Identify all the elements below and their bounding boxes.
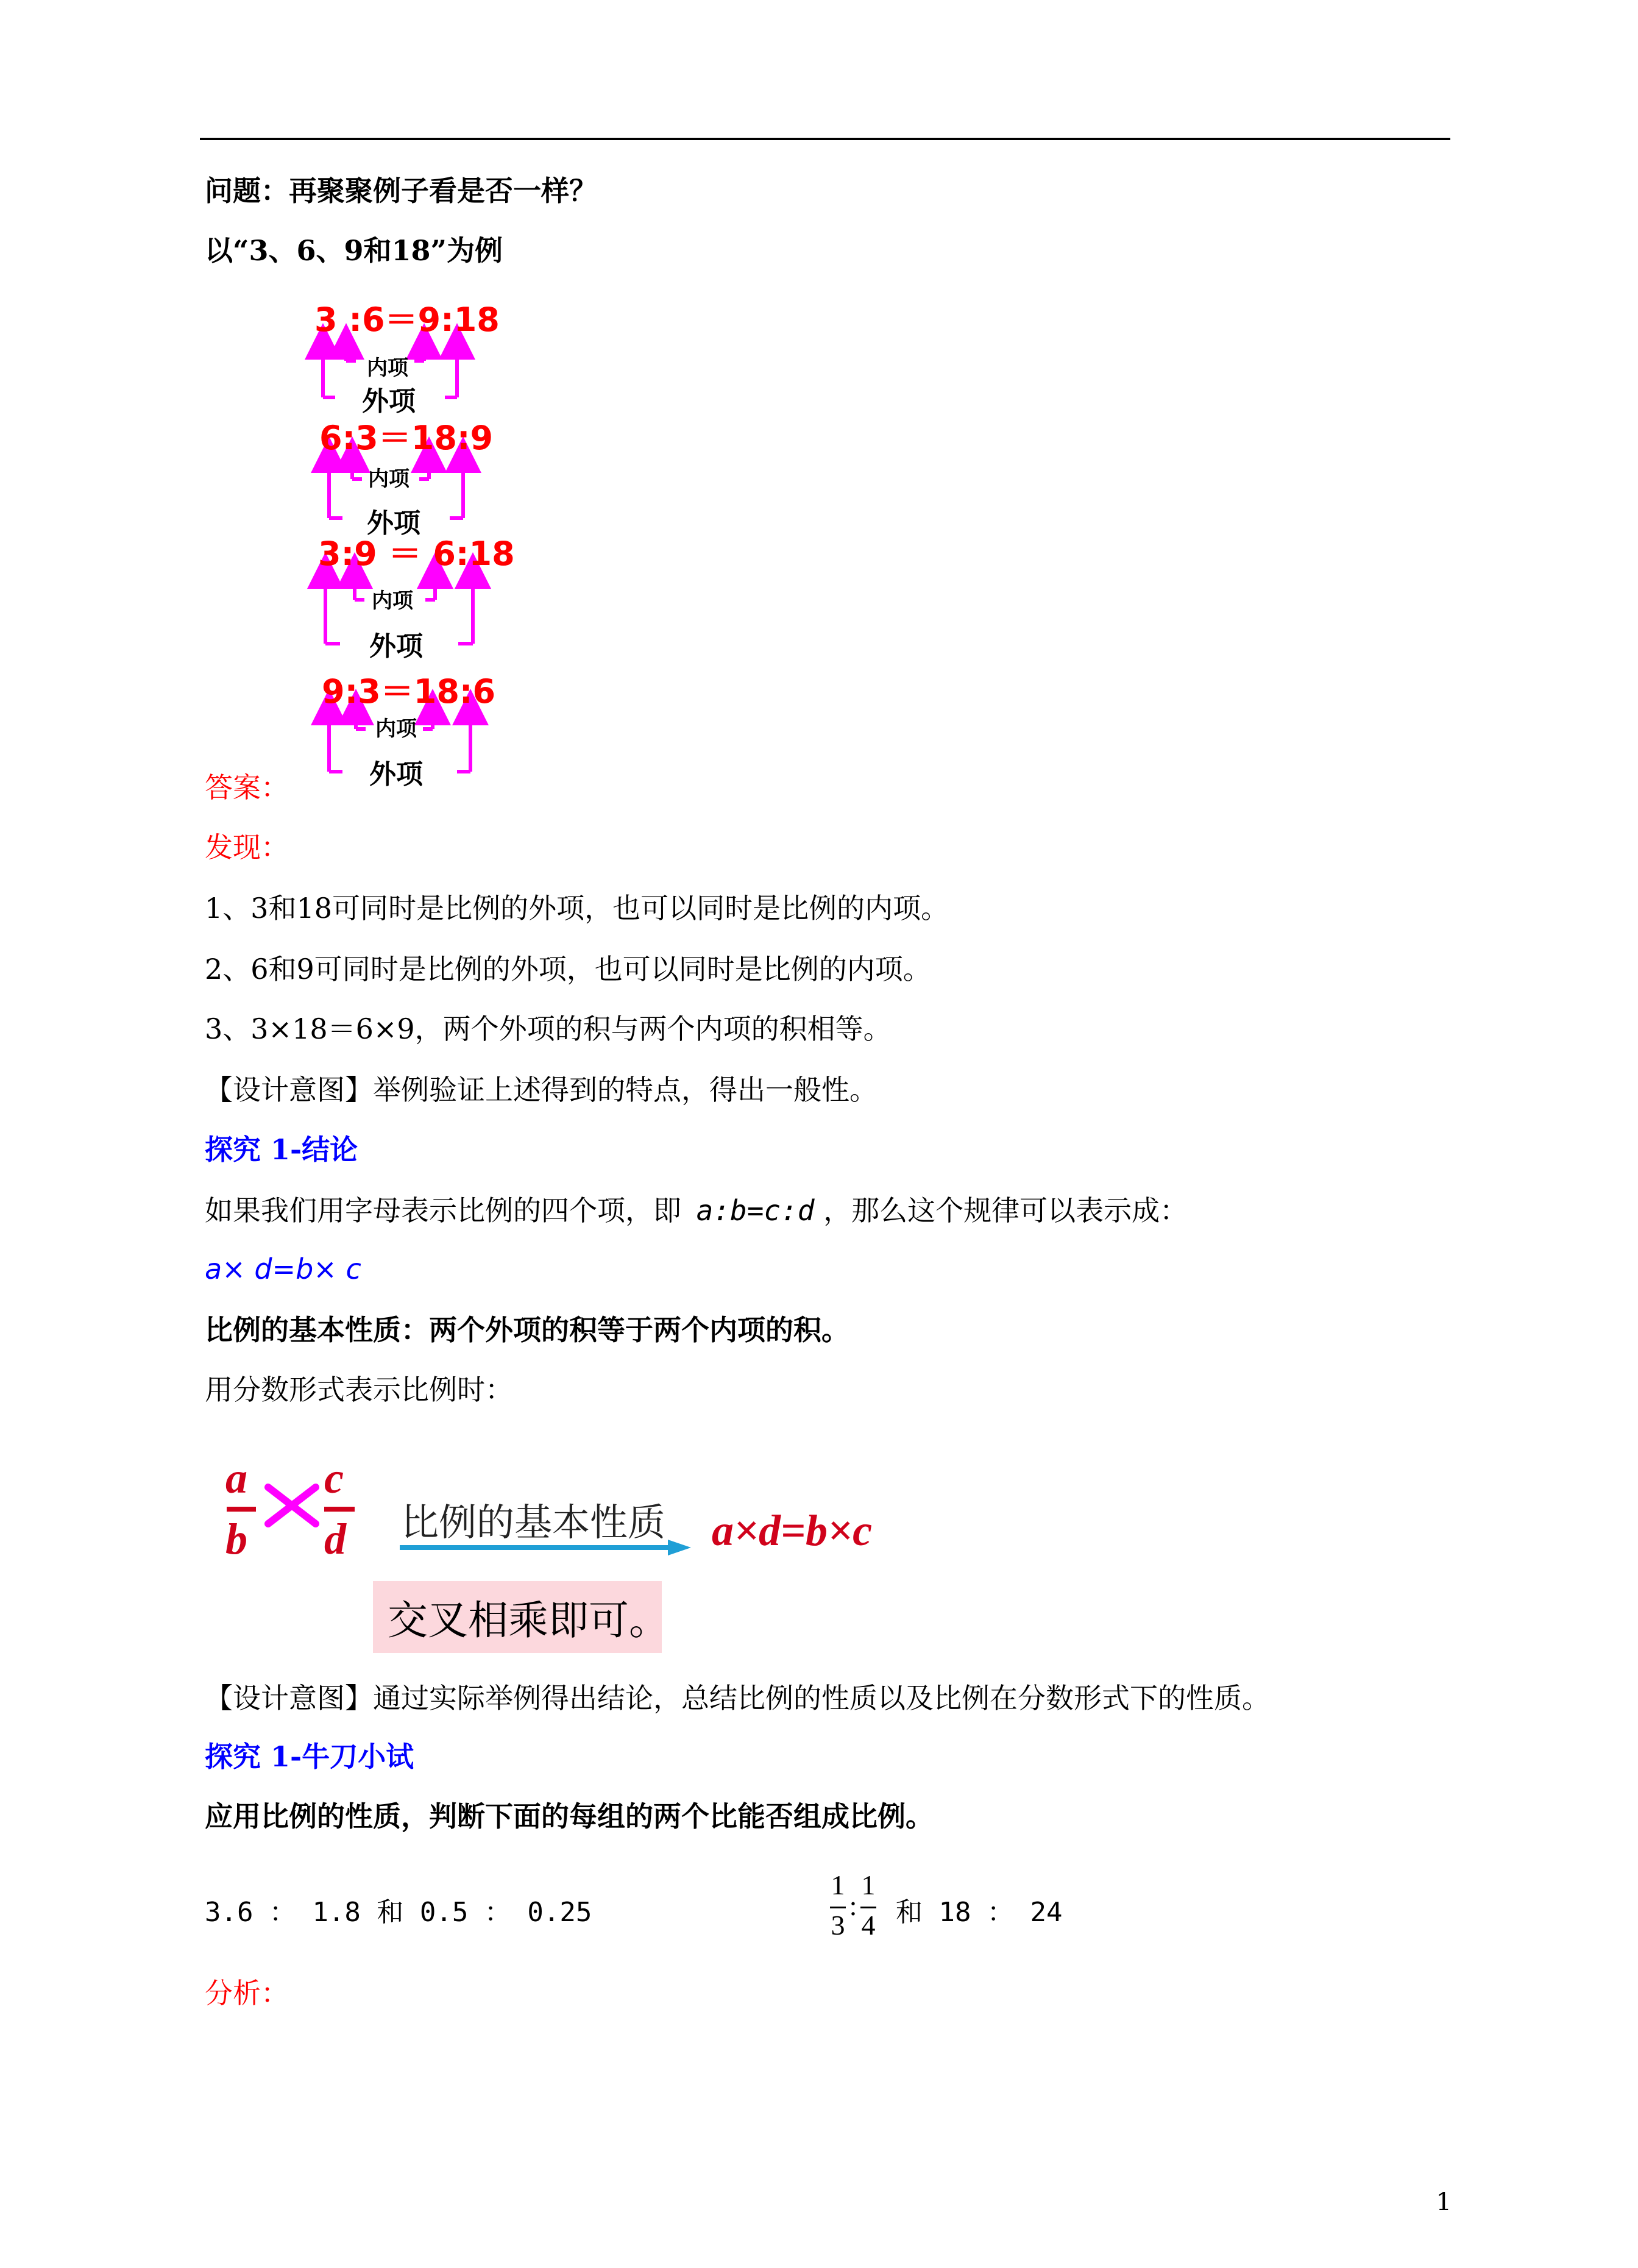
answer-label: 答案： [205, 771, 289, 804]
design-intent-2: 【设计意图】通过实际举例得出结论，总结比例的性质以及比例在分数形式下的性质。 [205, 1682, 1270, 1715]
cross-product-result: a×d=b×c [712, 1506, 873, 1555]
arrow-label: 比例的基本性质 [401, 1500, 666, 1545]
finding-1: 1、3和18可同时是比例的外项，也可以同时是比例的内项。 [205, 892, 949, 925]
equation-4: 9:3＝18:6 [322, 672, 496, 711]
problem-1: 3.6 ： 1.8 和 0.5 ： 0.25 [205, 1897, 592, 1928]
inner-label-1: 内项 [367, 356, 408, 380]
rule-tail: ，那么这个规律可以表示成： [823, 1194, 1188, 1227]
page-number: 1 [1436, 2188, 1452, 2216]
problem-2-tail: 和 18 ： 24 [896, 1897, 1063, 1928]
letter-c: c [324, 1454, 344, 1502]
fraction-intro: 用分数形式表示比例时： [205, 1373, 513, 1406]
equation-2: 6:3＝18:9 [319, 419, 494, 457]
finding-label: 发现： [205, 831, 289, 864]
section-title-1: 探究 1-结论 [205, 1133, 358, 1166]
fraction-1-bar [830, 1907, 846, 1908]
fraction-1-numerator: 1 [831, 1869, 845, 1900]
property-statement: 比例的基本性质：两个外项的积等于两个内项的积。 [205, 1314, 849, 1346]
rule-expression: a:b=c:d [696, 1194, 815, 1227]
section-title-2: 探究 1-牛刀小试 [205, 1740, 414, 1773]
rule-line [205, 1192, 1188, 1229]
outer-label-2: 外项 [367, 508, 420, 539]
fraction-2-denominator: 4 [861, 1910, 876, 1941]
equation-1: 3 :6＝9:18 [314, 300, 500, 339]
question-line: 问题：再聚聚例子看是否一样？ [205, 174, 597, 207]
tip-text: 交叉相乘即可。 [388, 1597, 669, 1644]
inner-label-3: 内项 [372, 589, 413, 613]
fraction-bar-right [324, 1507, 355, 1512]
letter-d: d [324, 1515, 346, 1563]
outer-label-1: 外项 [362, 386, 416, 417]
task-statement: 应用比例的性质，判断下面的每组的两个比能否组成比例。 [205, 1800, 934, 1833]
cross-arrows-icon [262, 1475, 323, 1536]
finding-3: 3、3×18＝6×9，两个外项的积与两个内项的积相等。 [205, 1012, 892, 1045]
rule-text: 如果我们用字母表示比例的四个项，即 [205, 1194, 681, 1227]
ratio-separator: : [849, 1890, 857, 1921]
design-intent-1: 【设计意图】举例验证上述得到的特点，得出一般性。 [205, 1073, 878, 1106]
example-line: 以“3、6、9和18”为例 [205, 234, 503, 267]
finding-2: 2、6和9可同时是比例的外项，也可以同时是比例的内项。 [205, 953, 931, 986]
equation-3: 3:9 ＝ 6:18 [318, 535, 515, 573]
analysis-label: 分析： [205, 1977, 289, 2010]
letter-b: b [225, 1515, 247, 1563]
outer-label-3: 外项 [369, 631, 423, 662]
fraction-bar-left [227, 1507, 256, 1512]
header-rule [200, 138, 1450, 140]
right-arrow-icon [400, 1538, 692, 1557]
formula: a× d=b× c [205, 1253, 361, 1285]
letter-a: a [225, 1454, 247, 1502]
fraction-1-denominator: 3 [831, 1910, 845, 1941]
fraction-2-numerator: 1 [861, 1869, 876, 1900]
inner-label-4: 内项 [375, 717, 417, 741]
inner-label-2: 内项 [368, 467, 410, 491]
outer-label-4: 外项 [369, 759, 423, 790]
fraction-2-bar [860, 1907, 876, 1908]
